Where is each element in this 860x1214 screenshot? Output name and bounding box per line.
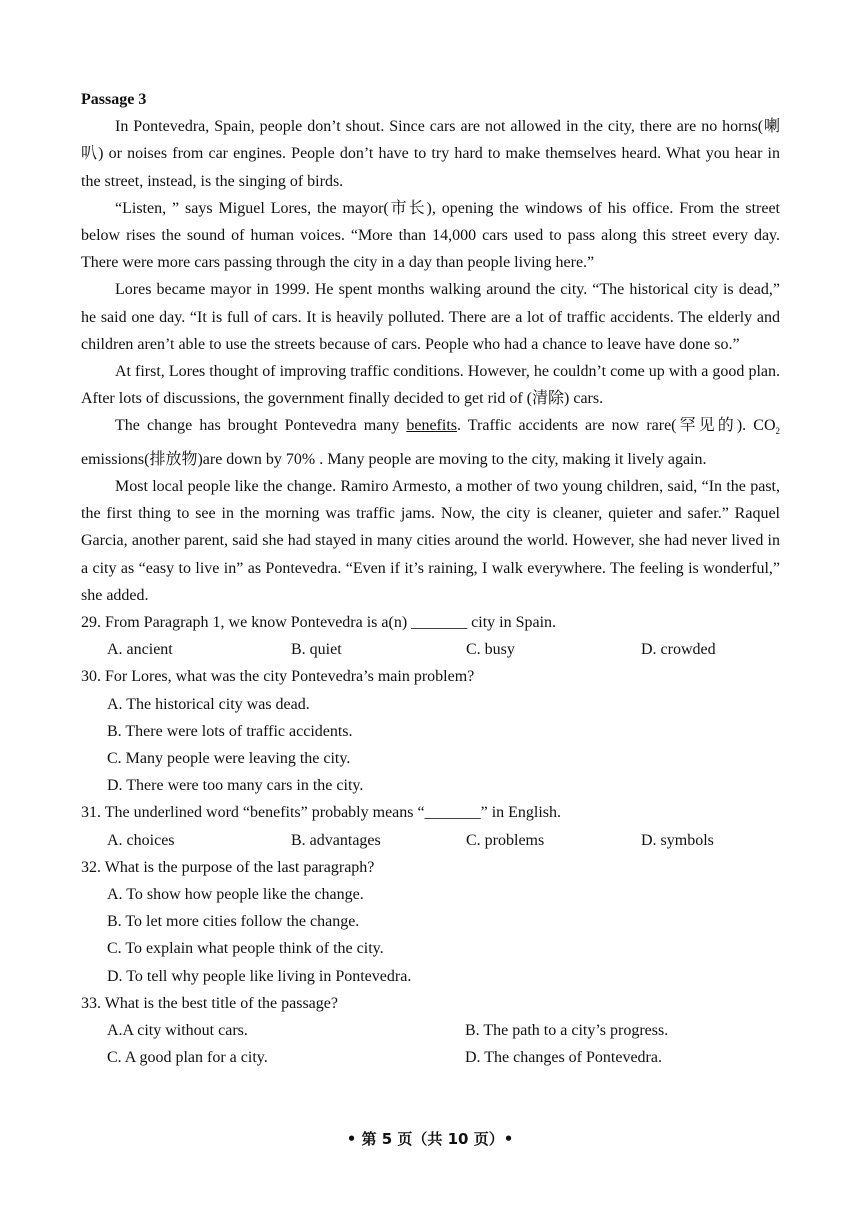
passage-title: Passage 3 [81, 91, 147, 108]
question-31: 31. The underlined word “benefits” probably means “_______” in English. [81, 804, 562, 822]
option: C. A good plan for a city. [107, 1049, 268, 1067]
option: A. The historical city was dead. [107, 695, 310, 713]
option: B. The path to a city’s progress. [465, 1022, 669, 1040]
option: A.A city without cars. [107, 1022, 248, 1040]
question-32: 32. What is the purpose of the last paragraph? [81, 858, 375, 876]
question-33: 33. What is the best title of the passage? [81, 994, 338, 1012]
paragraph-5-text-c: emissions(排放物)are down by 70% . Many people are moving to the city, making it lively again. [81, 450, 707, 468]
option: D. symbols [641, 831, 714, 849]
option: C. busy [466, 641, 515, 659]
option: A. choices [107, 831, 175, 849]
option: B. quiet [291, 641, 342, 659]
option: B. advantages [291, 831, 381, 849]
exam-page [81, 86, 780, 1072]
paragraph-6-text: Most local people like the change. Ramiro Armesto, a mother of two young children, said, “In the past, the first thing to see in the morning was traffic jams. Now, the city is cleaner, quieter and safer.” Raquel Garcia, another parent, said she had stayed in many cities around the world. However, she had never lived in a city as “easy to live in” as Pontevedra. “Even if it’s raining, I walk everywhere. The feeling is wonderful,” she added. [81, 478, 780, 604]
paragraph-5-text-a: The change has brought Pontevedra many [115, 417, 407, 435]
subscript-2: 2 [775, 426, 780, 437]
option: C. To explain what people think of the city. [107, 940, 384, 958]
paragraph-1 [81, 113, 780, 195]
page-footer: • 第 5 页（共 10 页）• [346, 1130, 514, 1148]
question-33-options [107, 1017, 780, 1071]
paragraph-1-text: In Pontevedra, Spain, people don’t shout. Since cars are not allowed in the city, there are no horns(喇叭) or noises from car engines. People don’t have to try hard to make themselves heard. What you hear in the street, instead, is the singing of birds. [81, 118, 780, 190]
underlined-word: benefits [406, 417, 457, 435]
option: D. There were too many cars in the city. [107, 777, 364, 795]
option: D. To tell why people like living in Pontevedra. [107, 967, 412, 985]
paragraph-4-text: At first, Lores thought of improving traffic conditions. However, he couldn’t come up with a good plan. After lots of discussions, the government finally decided to get rid of (清除) cars. [81, 363, 780, 408]
paragraph-4 [81, 358, 780, 412]
option: D. crowded [641, 641, 716, 659]
option: B. To let more cities follow the change. [107, 913, 360, 931]
paragraph-6 [81, 473, 780, 609]
question-31-options [107, 827, 780, 854]
option: C. problems [466, 831, 545, 849]
option: A. To show how people like the change. [107, 886, 364, 904]
paragraph-5 [81, 412, 780, 473]
paragraph-5-text-b: . Traffic accidents are now rare(罕见的). CO [457, 417, 776, 435]
option: C. Many people were leaving the city. [107, 750, 351, 768]
option: D. The changes of Pontevedra. [465, 1049, 662, 1067]
question-29-options [107, 636, 780, 663]
question-30: 30. For Lores, what was the city Pontevedra’s main problem? [81, 668, 475, 686]
question-29: 29. From Paragraph 1, we know Pontevedra is a(n) _______ city in Spain. [81, 614, 557, 632]
paragraph-2-text: “Listen, ” says Miguel Lores, the mayor(市长), opening the windows of his office. From the street below rises the sound of human voices. “More than 14,000 cars used to pass along this street every day. There were more cars passing through the city in a day than people living here.” [81, 199, 780, 272]
paragraph-3-text: Lores became mayor in 1999. He spent months walking around the city. “The historical city is dead,” he said one day. “It is full of cars. It is heavily polluted. There are a lot of traffic accidents. The elderly and children aren’t able to use the streets because of cars. People who had a chance to leave have done so.” [81, 281, 780, 353]
option: B. There were lots of traffic accidents. [107, 722, 353, 740]
paragraph-2 [81, 195, 780, 277]
option: A. ancient [107, 641, 173, 659]
paragraph-3 [81, 276, 780, 358]
